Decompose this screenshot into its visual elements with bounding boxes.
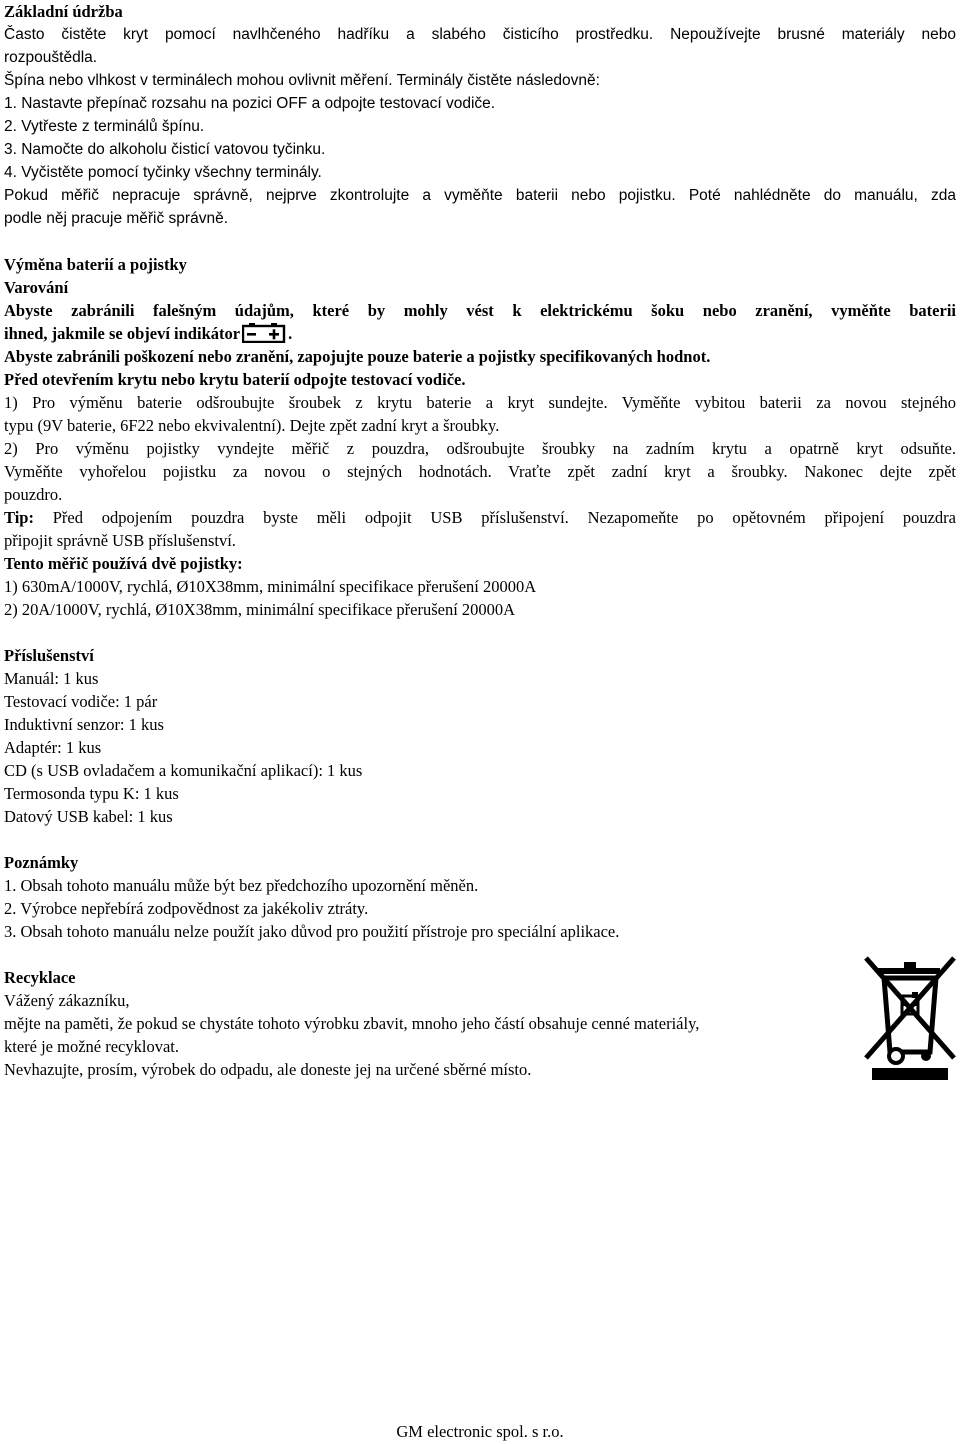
recycling-line: mějte na paměti, že pokud se chystáte tohoto výrobku zbavit, mnoho jeho částí obsahuje cenné materiály, (4, 1014, 700, 1033)
maintenance-paragraph-line: Často čistěte kryt pomocí navlhčeného hadříku a slabého čisticího prostředku. Nepoužívejte brusné materiály nebo (4, 26, 956, 43)
replacement-heading: Výměna baterií a pojistky (4, 255, 187, 274)
accessories-heading: Příslušenství (4, 646, 94, 665)
fuse-step-line: pouzdro. (4, 485, 63, 504)
recycling-line: Nevhazujte, prosím, výrobek do odpadu, ale doneste jej na určené sběrné místo. (4, 1060, 532, 1079)
page-content (4, 0, 956, 1081)
recycling-heading: Recyklace (4, 968, 76, 987)
accessory-item: Testovací vodiče: 1 pár (4, 692, 158, 711)
warning-line: Abyste zabránili poškození nebo zranění, zapojujte pouze baterie a pojistky specifikovaných hodnot. (4, 347, 711, 366)
recycling-line: které je možné recyklovat. (4, 1037, 179, 1056)
tip-text: Před odpojením pouzdra byste měli odpojit USB příslušenství. Nezapomeňte po opětovném připojení pouzdra (33, 508, 956, 527)
maintenance-paragraph-line: rozpouštědla. (4, 49, 98, 66)
crossed-out-wheelie-bin-icon (862, 954, 958, 1082)
warning-text: ihned, jakmile se objeví indikátor (4, 324, 241, 343)
fuse-spec: 1) 630mA/1000V, rychlá, Ø10X38mm, minimální specifikace přerušení 20000A (4, 577, 537, 596)
maintenance-troubleshoot-line: Pokud měřič nepracuje správně, nejprve zkontrolujte a vyměňte baterii nebo pojistku. Poté nahlédněte do manuálu, zda (4, 187, 956, 204)
maintenance-step: 1. Nastavte přepínač rozsahu na pozici OFF a odpojte testovací vodiče. (4, 95, 496, 112)
battery-step-line: 1) Pro výměnu baterie odšroubujte šroubek z krytu baterie a kryt sundejte. Vyměňte vybitou baterii za novou stejného (4, 393, 956, 412)
maintenance-step: 2. Vytřeste z terminálů špínu. (4, 118, 205, 135)
warning-line: Před otevřením krytu nebo krytu baterií odpojte testovací vodiče. (4, 370, 466, 389)
maintenance-terminals-intro: Špína nebo vlhkost v terminálech mohou ovlivnit měření. Terminály čistěte následovně: (4, 72, 600, 89)
note-item: 1. Obsah tohoto manuálu může být bez předchozího upozornění měněn. (4, 876, 479, 895)
maintenance-step: 3. Namočte do alkoholu čisticí vatovou tyčinku. (4, 141, 326, 158)
warning-title: Varování (4, 278, 69, 297)
spacer (4, 621, 956, 644)
tip-label: Tip: (4, 508, 34, 527)
tip-line (4, 506, 956, 529)
note-item: 3. Obsah tohoto manuálu nelze použít jako důvod pro použití přístroje pro speciální aplikace. (4, 922, 620, 941)
tip-line: připojit správně USB příslušenství. (4, 531, 236, 550)
warning-line: Abyste zabránili falešným údajům, které by mohly vést k elektrickému šoku nebo zranění, vyměňte baterii (4, 301, 956, 320)
accessory-item: Adaptér: 1 kus (4, 738, 102, 757)
accessory-item: Manuál: 1 kus (4, 669, 99, 688)
recycling-line: Vážený zákazníku, (4, 991, 130, 1010)
battery-indicator-icon (242, 323, 286, 343)
spacer (4, 230, 956, 253)
fuse-spec: 2) 20A/1000V, rychlá, Ø10X38mm, minimální specifikace přerušení 20000A (4, 600, 516, 619)
spacer (4, 828, 956, 851)
accessory-item: Termosonda typu K: 1 kus (4, 784, 179, 803)
warning-line-with-icon (4, 322, 956, 345)
battery-step-line: typu (9V baterie, 6F22 nebo ekvivalentní). Dejte zpět zadní kryt a šroubky. (4, 416, 500, 435)
notes-heading: Poznámky (4, 853, 79, 872)
accessory-item: Induktivní senzor: 1 kus (4, 715, 164, 734)
maintenance-heading: Základní údržba (4, 2, 123, 21)
maintenance-troubleshoot-line: podle něj pracuje měřič správně. (4, 210, 229, 227)
warning-text-end: . (288, 324, 293, 343)
fuses-title: Tento měřič používá dvě pojistky: (4, 554, 243, 573)
maintenance-step: 4. Vyčistěte pomocí tyčinky všechny terminály. (4, 164, 322, 181)
accessory-item: Datový USB kabel: 1 kus (4, 807, 173, 826)
fuse-step-line: 2) Pro výměnu pojistky vyndejte měřič z pouzdra, odšroubujte šroubky na zadním krytu a opatrně kryt odsuňte. (4, 439, 956, 458)
accessory-item: CD (s USB ovladačem a komunikační aplikací): 1 kus (4, 761, 363, 780)
note-item: 2. Výrobce nepřebírá zodpovědnost za jakékoliv ztráty. (4, 899, 369, 918)
fuse-step-line: Vyměňte vyhořelou pojistku za novou o stejných hodnotách. Vraťte zpět zadní kryt a šroubky. Nakonec dejte zpět (4, 462, 956, 481)
footer-company: GM electronic spol. s r.o. (396, 1422, 564, 1441)
spacer (4, 943, 956, 966)
